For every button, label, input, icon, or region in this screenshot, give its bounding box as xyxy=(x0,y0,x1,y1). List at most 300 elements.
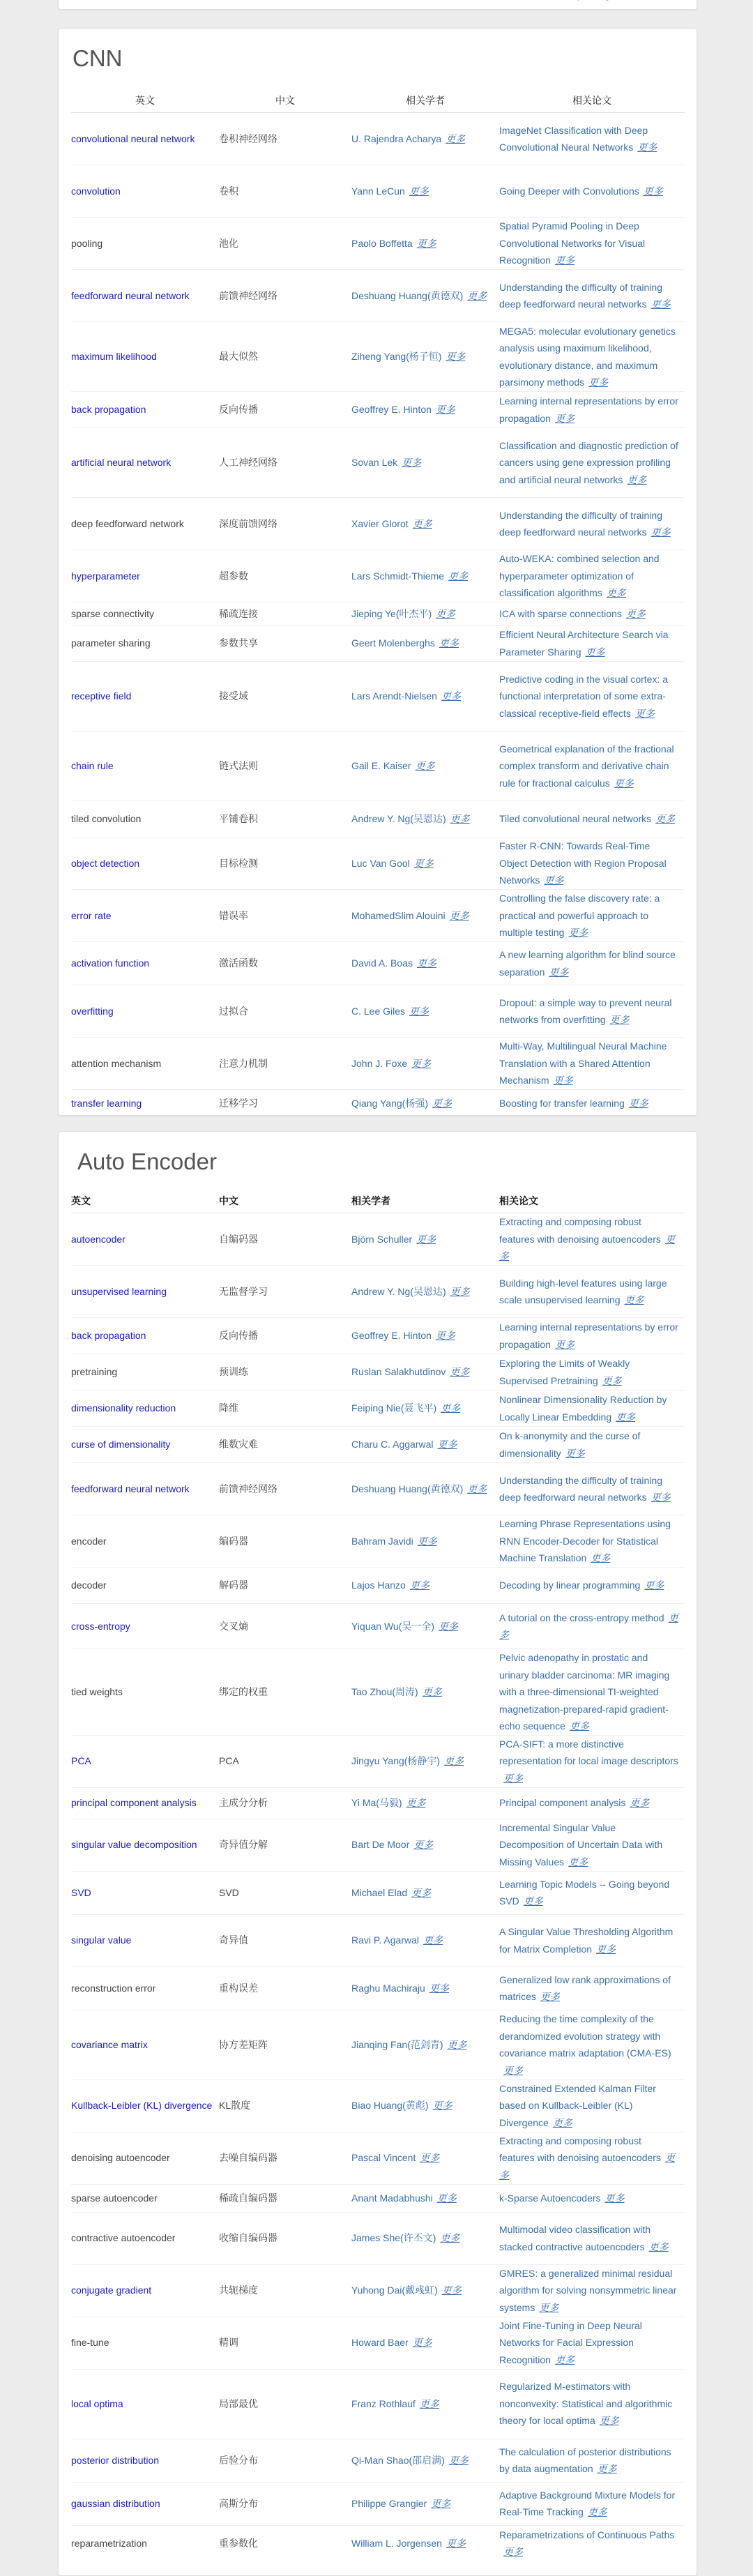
term-link[interactable]: convolutional neural network xyxy=(71,132,195,144)
term-text: sparse autoencoder xyxy=(71,2192,158,2204)
scholar-cell xyxy=(351,2482,499,2525)
more-link[interactable]: 更多 xyxy=(503,2064,523,2076)
more-link[interactable]: 更多 xyxy=(450,1285,470,1297)
more-link[interactable]: 更多 xyxy=(539,2301,559,2313)
more-link[interactable]: 更多 xyxy=(446,351,466,363)
more-link[interactable]: 更多 xyxy=(554,1338,575,1350)
paper-cell xyxy=(499,1819,685,1871)
scholar-name: Andrew Y. Ng(吴恩达) xyxy=(351,813,446,825)
term-text: tiled convolution xyxy=(71,813,142,825)
paper-cell xyxy=(499,662,685,732)
term-chinese-cell: 交叉熵 xyxy=(219,1604,351,1649)
more-link[interactable]: 更多 xyxy=(597,2463,617,2474)
paper-title: A Singular Value Thresholding Algorithm for Matrix Completion xyxy=(499,1926,674,1955)
scholar-cell xyxy=(351,838,499,890)
scholar-cell xyxy=(351,2439,499,2482)
term-link[interactable]: activation function xyxy=(71,957,150,969)
more-link[interactable]: 更多 xyxy=(420,2152,440,2164)
scholar-name: Yiquan Wu(吴一全) xyxy=(351,1620,435,1632)
term-link[interactable]: artificial neural network xyxy=(71,457,172,469)
term-link[interactable]: unsupervised learning xyxy=(71,1285,167,1297)
table-row xyxy=(71,1787,685,1819)
term-text: fine-tune xyxy=(71,2337,109,2349)
term-english-cell xyxy=(71,1354,219,1391)
term-chinese-cell: 卷积 xyxy=(219,165,351,218)
scholar-cell xyxy=(351,1427,499,1463)
table-row xyxy=(71,890,685,942)
scholar-cell xyxy=(351,1515,499,1568)
more-link[interactable]: 更多 xyxy=(446,132,466,144)
more-link[interactable]: 更多 xyxy=(523,1895,543,1907)
paper-title: Boosting for transfer learning xyxy=(499,1097,625,1109)
term-link[interactable]: object detection xyxy=(71,857,140,869)
more-link[interactable]: 更多 xyxy=(648,2241,669,2252)
more-link[interactable]: 更多 xyxy=(423,1934,443,1946)
term-english-cell xyxy=(71,2439,219,2482)
paper-cell xyxy=(499,1568,685,1604)
paper-cell xyxy=(499,942,685,985)
table-row xyxy=(71,270,685,322)
more-link[interactable]: 更多 xyxy=(467,1483,487,1494)
cnn-section xyxy=(58,28,697,1116)
term-link[interactable]: PCA xyxy=(71,1755,91,1767)
table-row xyxy=(71,1568,685,1604)
scholar-cell xyxy=(351,1463,499,1515)
scholar-cell xyxy=(351,1213,499,1266)
paper-cell xyxy=(499,2317,685,2369)
term-chinese-cell: 平铺卷积 xyxy=(219,801,351,838)
more-link[interactable]: 更多 xyxy=(416,237,436,249)
term-english-cell xyxy=(71,1318,219,1354)
term-text: deep feedforward network xyxy=(71,517,184,529)
more-link[interactable]: 更多 xyxy=(616,1411,636,1423)
term-english-cell xyxy=(71,428,219,498)
term-chinese-cell: PCA xyxy=(219,1735,351,1787)
more-link[interactable]: 更多 xyxy=(415,760,435,772)
term-link[interactable]: curse of dimensionality xyxy=(71,1439,171,1450)
more-link[interactable]: 更多 xyxy=(554,412,575,424)
more-link[interactable]: 更多 xyxy=(437,1439,457,1450)
more-link[interactable]: 更多 xyxy=(450,813,470,825)
scholar-name: John J. Foxe xyxy=(351,1057,408,1069)
term-link[interactable]: chain rule xyxy=(71,760,114,772)
more-link[interactable]: 更多 xyxy=(441,690,461,702)
scholar-name: Michael Elad xyxy=(351,1886,408,1898)
more-link[interactable]: 更多 xyxy=(549,966,569,978)
term-chinese-cell: 注意力机制 xyxy=(219,1038,351,1090)
term-chinese-cell: 高斯分布 xyxy=(219,2482,351,2525)
term-chinese-cell: 自编码器 xyxy=(219,1213,351,1266)
term-chinese-cell: 共轭梯度 xyxy=(219,2264,351,2317)
more-link[interactable]: 更多 xyxy=(651,1492,671,1503)
term-chinese-cell: 最大似然 xyxy=(219,322,351,392)
scholar-name: Philippe Grangier xyxy=(351,2497,427,2509)
more-link[interactable]: 更多 xyxy=(614,777,634,789)
table-row xyxy=(71,1463,685,1515)
table-row xyxy=(71,2184,685,2212)
header-scholars: 相关学者 xyxy=(351,89,499,113)
paper-cell xyxy=(499,1914,685,1967)
term-chinese-cell: 链式法则 xyxy=(219,732,351,801)
paper-title: Decoding by linear programming xyxy=(499,1579,641,1591)
scholar-cell xyxy=(351,801,499,838)
term-link[interactable]: singular value decomposition xyxy=(71,1839,197,1851)
more-link[interactable]: 更多 xyxy=(435,404,455,416)
paper-cell xyxy=(499,498,685,550)
more-link[interactable]: 更多 xyxy=(450,1366,470,1378)
term-link[interactable]: local optima xyxy=(71,2397,123,2409)
table-row xyxy=(71,1038,685,1090)
scholar-cell xyxy=(351,322,499,392)
table-header-row xyxy=(71,89,685,113)
term-link[interactable]: back propagation xyxy=(71,404,146,416)
paper-cell xyxy=(499,1871,685,1914)
term-text: encoder xyxy=(71,1535,107,1547)
scholar-name: Geoffrey E. Hinton xyxy=(351,1330,432,1342)
term-text: attention mechanism xyxy=(71,1057,162,1069)
scholar-name: Björn Schuller xyxy=(351,1233,413,1245)
term-text: parameter sharing xyxy=(71,637,151,649)
scholar-cell xyxy=(351,732,499,801)
scholar-cell xyxy=(351,2010,499,2079)
term-chinese-cell: 迁移学习 xyxy=(219,1090,351,1116)
more-link[interactable]: 更多 xyxy=(411,1057,432,1069)
more-link[interactable]: 更多 xyxy=(440,2232,460,2244)
paper-title: Principal component analysis xyxy=(499,1797,626,1809)
term-english-cell xyxy=(71,1463,219,1515)
paper-cell xyxy=(499,626,685,662)
term-english-cell xyxy=(71,270,219,322)
more-link[interactable]: 更多 xyxy=(569,1720,589,1732)
more-link[interactable]: 更多 xyxy=(413,1839,434,1851)
more-link[interactable]: 更多 xyxy=(624,1294,644,1305)
more-link[interactable]: 更多 xyxy=(416,1233,436,1245)
table-row xyxy=(71,165,685,218)
table-row xyxy=(71,1318,685,1354)
more-link[interactable]: 更多 xyxy=(431,2497,451,2509)
scholar-cell xyxy=(351,2525,499,2561)
more-link[interactable]: 更多 xyxy=(409,1579,429,1591)
paper-title: Controlling the false discovery rate: a practical and powerful approach to multiple testing xyxy=(499,893,660,939)
more-link[interactable]: 更多 xyxy=(412,517,432,529)
term-link[interactable]: convolution xyxy=(71,185,121,197)
scholar-cell xyxy=(351,1819,499,1871)
more-link[interactable]: 更多 xyxy=(409,185,429,197)
table-row xyxy=(71,1914,685,1967)
scholar-name: Yann LeCun xyxy=(351,185,405,197)
paper-title: Understanding the difficulty of training deep feedforward neural networks xyxy=(499,281,662,310)
paper-cell xyxy=(499,322,685,392)
more-link[interactable]: 更多 xyxy=(568,927,588,939)
paper-title: Adaptive Background Mixture Models for Real-Time Tracking xyxy=(499,2489,676,2517)
more-link[interactable]: 更多 xyxy=(628,1097,648,1109)
scholar-cell xyxy=(351,890,499,942)
more-link[interactable]: 更多 xyxy=(503,1772,523,1784)
term-chinese-cell: 降维 xyxy=(219,1391,351,1427)
term-chinese-cell: 稀疏连接 xyxy=(219,603,351,626)
scholar-name: Geoffrey E. Hinton xyxy=(351,404,432,416)
more-link[interactable]: 更多 xyxy=(406,1797,426,1809)
paper-cell xyxy=(499,392,685,428)
paper-cell xyxy=(499,2439,685,2482)
term-english-cell xyxy=(71,2212,219,2264)
term-link[interactable]: feedforward neural network xyxy=(71,1483,190,1494)
term-english-cell xyxy=(71,113,219,165)
table-row xyxy=(71,985,685,1038)
scholar-cell xyxy=(351,270,499,322)
scholar-name: Bahram Javidi xyxy=(351,1535,413,1547)
table-row xyxy=(71,1735,685,1787)
term-english-cell xyxy=(71,1819,219,1871)
more-link[interactable]: 更多 xyxy=(467,289,487,301)
paper-title: Nonlinear Dimensionality Reduction by Locally Linear Embedding xyxy=(499,1394,667,1423)
more-link[interactable]: 更多 xyxy=(599,2415,619,2427)
more-link[interactable]: 更多 xyxy=(585,646,605,658)
term-chinese-cell: 编码器 xyxy=(219,1515,351,1568)
table-row xyxy=(71,2369,685,2439)
more-link[interactable]: 更多 xyxy=(419,2397,439,2409)
term-link[interactable]: error rate xyxy=(71,909,112,921)
more-link[interactable]: 更多 xyxy=(436,2192,457,2204)
more-link[interactable]: 更多 xyxy=(609,1014,630,1025)
term-chinese-cell: 激活函数 xyxy=(219,942,351,985)
scholar-cell xyxy=(351,1787,499,1819)
paper-title: Auto-WEKA: combined selection and hyperparameter optimization of classification algorithms xyxy=(499,553,660,599)
more-link[interactable]: 更多 xyxy=(416,957,436,969)
more-link[interactable]: 更多 xyxy=(449,909,469,921)
scholar-name: Geert Molenberghs xyxy=(351,637,435,649)
paper-title: Extracting and composing robust features with denoising autoencoders xyxy=(499,2135,661,2164)
more-link[interactable]: 更多 xyxy=(637,142,657,153)
more-link[interactable]: 更多 xyxy=(499,2152,675,2181)
more-link[interactable]: 更多 xyxy=(503,2546,523,2558)
term-english-cell xyxy=(71,392,219,428)
table-row xyxy=(71,626,685,662)
term-link[interactable]: feedforward neural network xyxy=(71,289,190,301)
paper-title: ICA with sparse connections xyxy=(499,607,622,619)
more-link[interactable]: 更多 xyxy=(409,1005,429,1017)
term-chinese-cell: SVD xyxy=(219,1871,351,1914)
scholar-name: Tao Zhou(周涛) xyxy=(351,1686,418,1697)
more-link[interactable]: 更多 xyxy=(429,1982,449,1994)
paper-cell xyxy=(499,1967,685,2010)
more-link[interactable]: 更多 xyxy=(432,1097,452,1109)
paper-title: PCA-SIFT: a more distinctive representation for local image descriptors xyxy=(499,1738,678,1767)
paper-title: Geometrical explanation of the fractional complex transform and derivative chain rule for fractional calculus xyxy=(499,743,674,789)
scholar-name: Deshuang Huang(黄德双) xyxy=(351,1483,464,1494)
term-chinese-cell: 主成分分析 xyxy=(219,1787,351,1819)
table-row xyxy=(71,838,685,890)
scholar-name: Lars Schmidt-Thieme xyxy=(351,570,445,582)
paper-cell xyxy=(499,890,685,942)
scholar-name: Howard Baer xyxy=(351,2337,409,2349)
table-row xyxy=(71,942,685,985)
more-link[interactable]: 更多 xyxy=(432,2100,452,2112)
more-link[interactable]: 更多 xyxy=(606,587,626,599)
term-chinese-cell: 接受域 xyxy=(219,662,351,732)
more-link[interactable]: 更多 xyxy=(436,607,456,619)
scholar-name: Feiping Nie(聂飞平) xyxy=(351,1402,437,1414)
more-link[interactable]: 更多 xyxy=(441,1402,461,1414)
more-link[interactable]: 更多 xyxy=(435,1330,455,1342)
term-english-cell xyxy=(71,1649,219,1736)
scholar-cell xyxy=(351,1735,499,1787)
term-english-cell xyxy=(71,550,219,603)
more-link[interactable]: 更多 xyxy=(625,607,646,619)
more-link[interactable]: 更多 xyxy=(634,707,655,719)
more-link[interactable]: 更多 xyxy=(651,526,671,538)
paper-cell xyxy=(499,2525,685,2561)
term-link[interactable]: principal component analysis xyxy=(71,1797,197,1809)
term-chinese-cell: 前馈神经网络 xyxy=(219,270,351,322)
more-link[interactable]: 更多 xyxy=(604,2192,625,2204)
term-link[interactable]: conjugate gradient xyxy=(71,2285,152,2296)
paper-title: Multi-Way, Multilingual Neural Machine Translation with a Shared Attention Mechanism xyxy=(499,1040,667,1086)
paper-title: Predictive coding in the visual cortex: a functional interpretation of some extra-classical receptive-field effects xyxy=(499,673,669,719)
term-english-cell xyxy=(71,1090,219,1116)
table-row xyxy=(71,218,685,270)
term-link[interactable]: autoencoder xyxy=(71,1233,126,1245)
paper-cell xyxy=(499,270,685,322)
term-english-cell xyxy=(71,626,219,662)
more-link[interactable]: 更多 xyxy=(554,255,575,266)
scholar-name: Jianqing Fan(范剑青) xyxy=(351,2038,443,2050)
term-link[interactable]: gaussian distribution xyxy=(71,2497,160,2509)
term-link[interactable]: overfitting xyxy=(71,1005,114,1017)
table-row xyxy=(71,1967,685,2010)
more-link[interactable]: 更多 xyxy=(627,473,647,485)
scholar-cell xyxy=(351,1967,499,2010)
more-link[interactable]: 更多 xyxy=(444,1755,464,1767)
term-chinese-cell: 奇异值分解 xyxy=(219,1819,351,1871)
more-link[interactable]: 更多 xyxy=(596,1943,616,1955)
term-link[interactable]: dimensionality reduction xyxy=(71,1402,176,1414)
scholar-cell xyxy=(351,1318,499,1354)
term-text: reparametrization xyxy=(71,2538,147,2549)
scholar-cell xyxy=(351,985,499,1038)
paper-cell xyxy=(499,2212,685,2264)
term-link[interactable]: cross-entropy xyxy=(71,1620,130,1632)
more-link[interactable]: 更多 xyxy=(591,1552,611,1564)
more-link[interactable]: 更多 xyxy=(417,1535,437,1547)
term-text: pretraining xyxy=(71,1366,118,1378)
term-link[interactable]: covariance matrix xyxy=(71,2038,148,2050)
term-chinese-cell: 局部最优 xyxy=(219,2369,351,2439)
scholar-cell xyxy=(351,113,499,165)
term-link[interactable]: Kullback-Leibler (KL) divergence xyxy=(71,2100,213,2112)
more-link[interactable]: 更多 xyxy=(568,1856,588,1867)
scholar-name: Paolo Boffetta xyxy=(351,237,413,249)
term-chinese-cell: 池化 xyxy=(219,218,351,270)
term-chinese-cell: 精调 xyxy=(219,2317,351,2369)
paper-cell xyxy=(499,165,685,218)
scholar-name: Ravi P. Agarwal xyxy=(351,1934,420,1946)
term-link[interactable]: back propagation xyxy=(71,1330,146,1342)
more-link[interactable]: 更多 xyxy=(655,813,676,825)
more-link[interactable]: 更多 xyxy=(422,1686,442,1697)
more-link[interactable]: 更多 xyxy=(413,857,434,869)
paper-title: Exploring the Limits of Weakly Supervised Pretraining xyxy=(499,1358,630,1386)
scholar-cell xyxy=(351,1266,499,1318)
term-english-cell xyxy=(71,1967,219,2010)
glossary-table xyxy=(71,89,685,1116)
scholar-name: Jieping Ye(叶杰平) xyxy=(351,607,432,619)
more-link[interactable]: 更多 xyxy=(411,1886,432,1898)
more-link[interactable]: 更多 xyxy=(552,2116,572,2128)
more-link[interactable]: 更多 xyxy=(554,2354,575,2365)
more-link[interactable]: 更多 xyxy=(588,377,609,388)
term-text: contractive autoencoder xyxy=(71,2232,176,2244)
scholar-name: William L. Jorgensen xyxy=(351,2538,442,2549)
more-link[interactable]: 更多 xyxy=(553,1075,573,1086)
table-row xyxy=(71,2264,685,2317)
term-link[interactable]: receptive field xyxy=(71,690,132,702)
term-link[interactable]: SVD xyxy=(71,1886,91,1898)
more-link[interactable]: 更多 xyxy=(587,2506,607,2517)
scholar-cell xyxy=(351,392,499,428)
scholar-cell xyxy=(351,1354,499,1391)
term-chinese-cell: 过拟合 xyxy=(219,985,351,1038)
more-link[interactable]: 更多 xyxy=(402,457,422,469)
more-link[interactable]: 更多 xyxy=(446,2538,466,2549)
table-row xyxy=(71,498,685,550)
term-english-cell xyxy=(71,1787,219,1819)
more-link[interactable]: 更多 xyxy=(439,1620,459,1632)
term-link[interactable]: transfer learning xyxy=(71,1097,142,1109)
term-english-cell xyxy=(71,165,219,218)
term-link[interactable]: hyperparameter xyxy=(71,570,140,582)
paper-cell xyxy=(499,218,685,270)
more-link[interactable]: 更多 xyxy=(565,1447,585,1459)
table-row xyxy=(71,1819,685,1871)
term-english-cell xyxy=(71,1604,219,1649)
more-link[interactable]: 更多 xyxy=(441,2285,462,2296)
more-link[interactable]: 更多 xyxy=(439,637,459,649)
more-link[interactable]: 更多 xyxy=(448,570,469,582)
more-link[interactable]: 更多 xyxy=(544,874,564,886)
more-link[interactable]: 更多 xyxy=(412,2337,432,2349)
more-link[interactable]: 更多 xyxy=(644,1579,664,1591)
term-english-cell xyxy=(71,1515,219,1568)
table-row xyxy=(71,2525,685,2561)
header-chinese: 中文 xyxy=(219,1190,351,1213)
scholar-name: Anant Madabhushi xyxy=(351,2192,433,2204)
term-link[interactable]: singular value xyxy=(71,1934,132,1946)
term-chinese-cell: KL散度 xyxy=(219,2079,351,2132)
more-link[interactable]: 更多 xyxy=(630,1797,650,1809)
paper-title: Going Deeper with Convolutions xyxy=(499,185,639,197)
more-link[interactable]: 更多 xyxy=(499,1612,678,1640)
term-english-cell xyxy=(71,732,219,801)
paper-cell xyxy=(499,2184,685,2212)
term-link[interactable]: maximum likelihood xyxy=(71,351,157,363)
table-row xyxy=(71,550,685,603)
term-english-cell xyxy=(71,2132,219,2184)
more-link[interactable]: 更多 xyxy=(602,1374,622,1386)
more-link[interactable]: 更多 xyxy=(447,2038,467,2050)
term-english-cell xyxy=(71,890,219,942)
more-link[interactable]: 更多 xyxy=(448,2454,469,2466)
more-link[interactable]: 更多 xyxy=(651,298,671,310)
term-chinese-cell: 人工神经网络 xyxy=(219,428,351,498)
term-chinese-cell: 协方差矩阵 xyxy=(219,2010,351,2079)
term-link[interactable]: posterior distribution xyxy=(71,2454,160,2466)
more-link[interactable]: 更多 xyxy=(540,1991,560,2002)
more-link[interactable]: 更多 xyxy=(499,1233,675,1262)
term-chinese-cell: 反向传播 xyxy=(219,392,351,428)
more-link[interactable]: 更多 xyxy=(643,185,663,197)
scholar-name: Jingyu Yang(杨静宇) xyxy=(351,1755,441,1767)
